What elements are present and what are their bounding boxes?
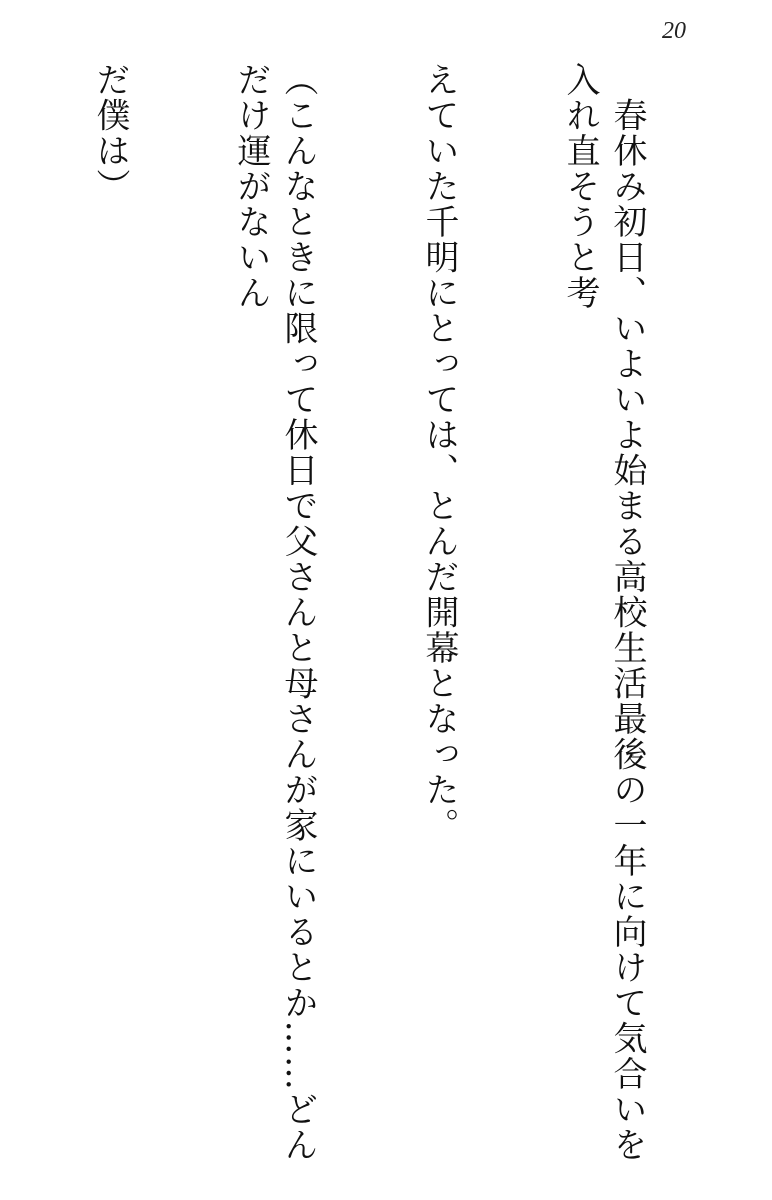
text-line: だ僕は）: [90, 62, 130, 204]
text-line: 春休み初日、いよいよ始まる高校生活最後の一年に向けて気合いを入れ直そうと考: [560, 62, 647, 1163]
page-number: 20: [662, 18, 686, 44]
text-line: （こんなときに限って休日で父さんと母さんが家にいるとか……どんだけ運がないん: [231, 62, 318, 1163]
text-line: えていた千明にとっては、とんだ開幕となった。: [419, 62, 459, 843]
novel-text: [4, 62, 744, 1187]
